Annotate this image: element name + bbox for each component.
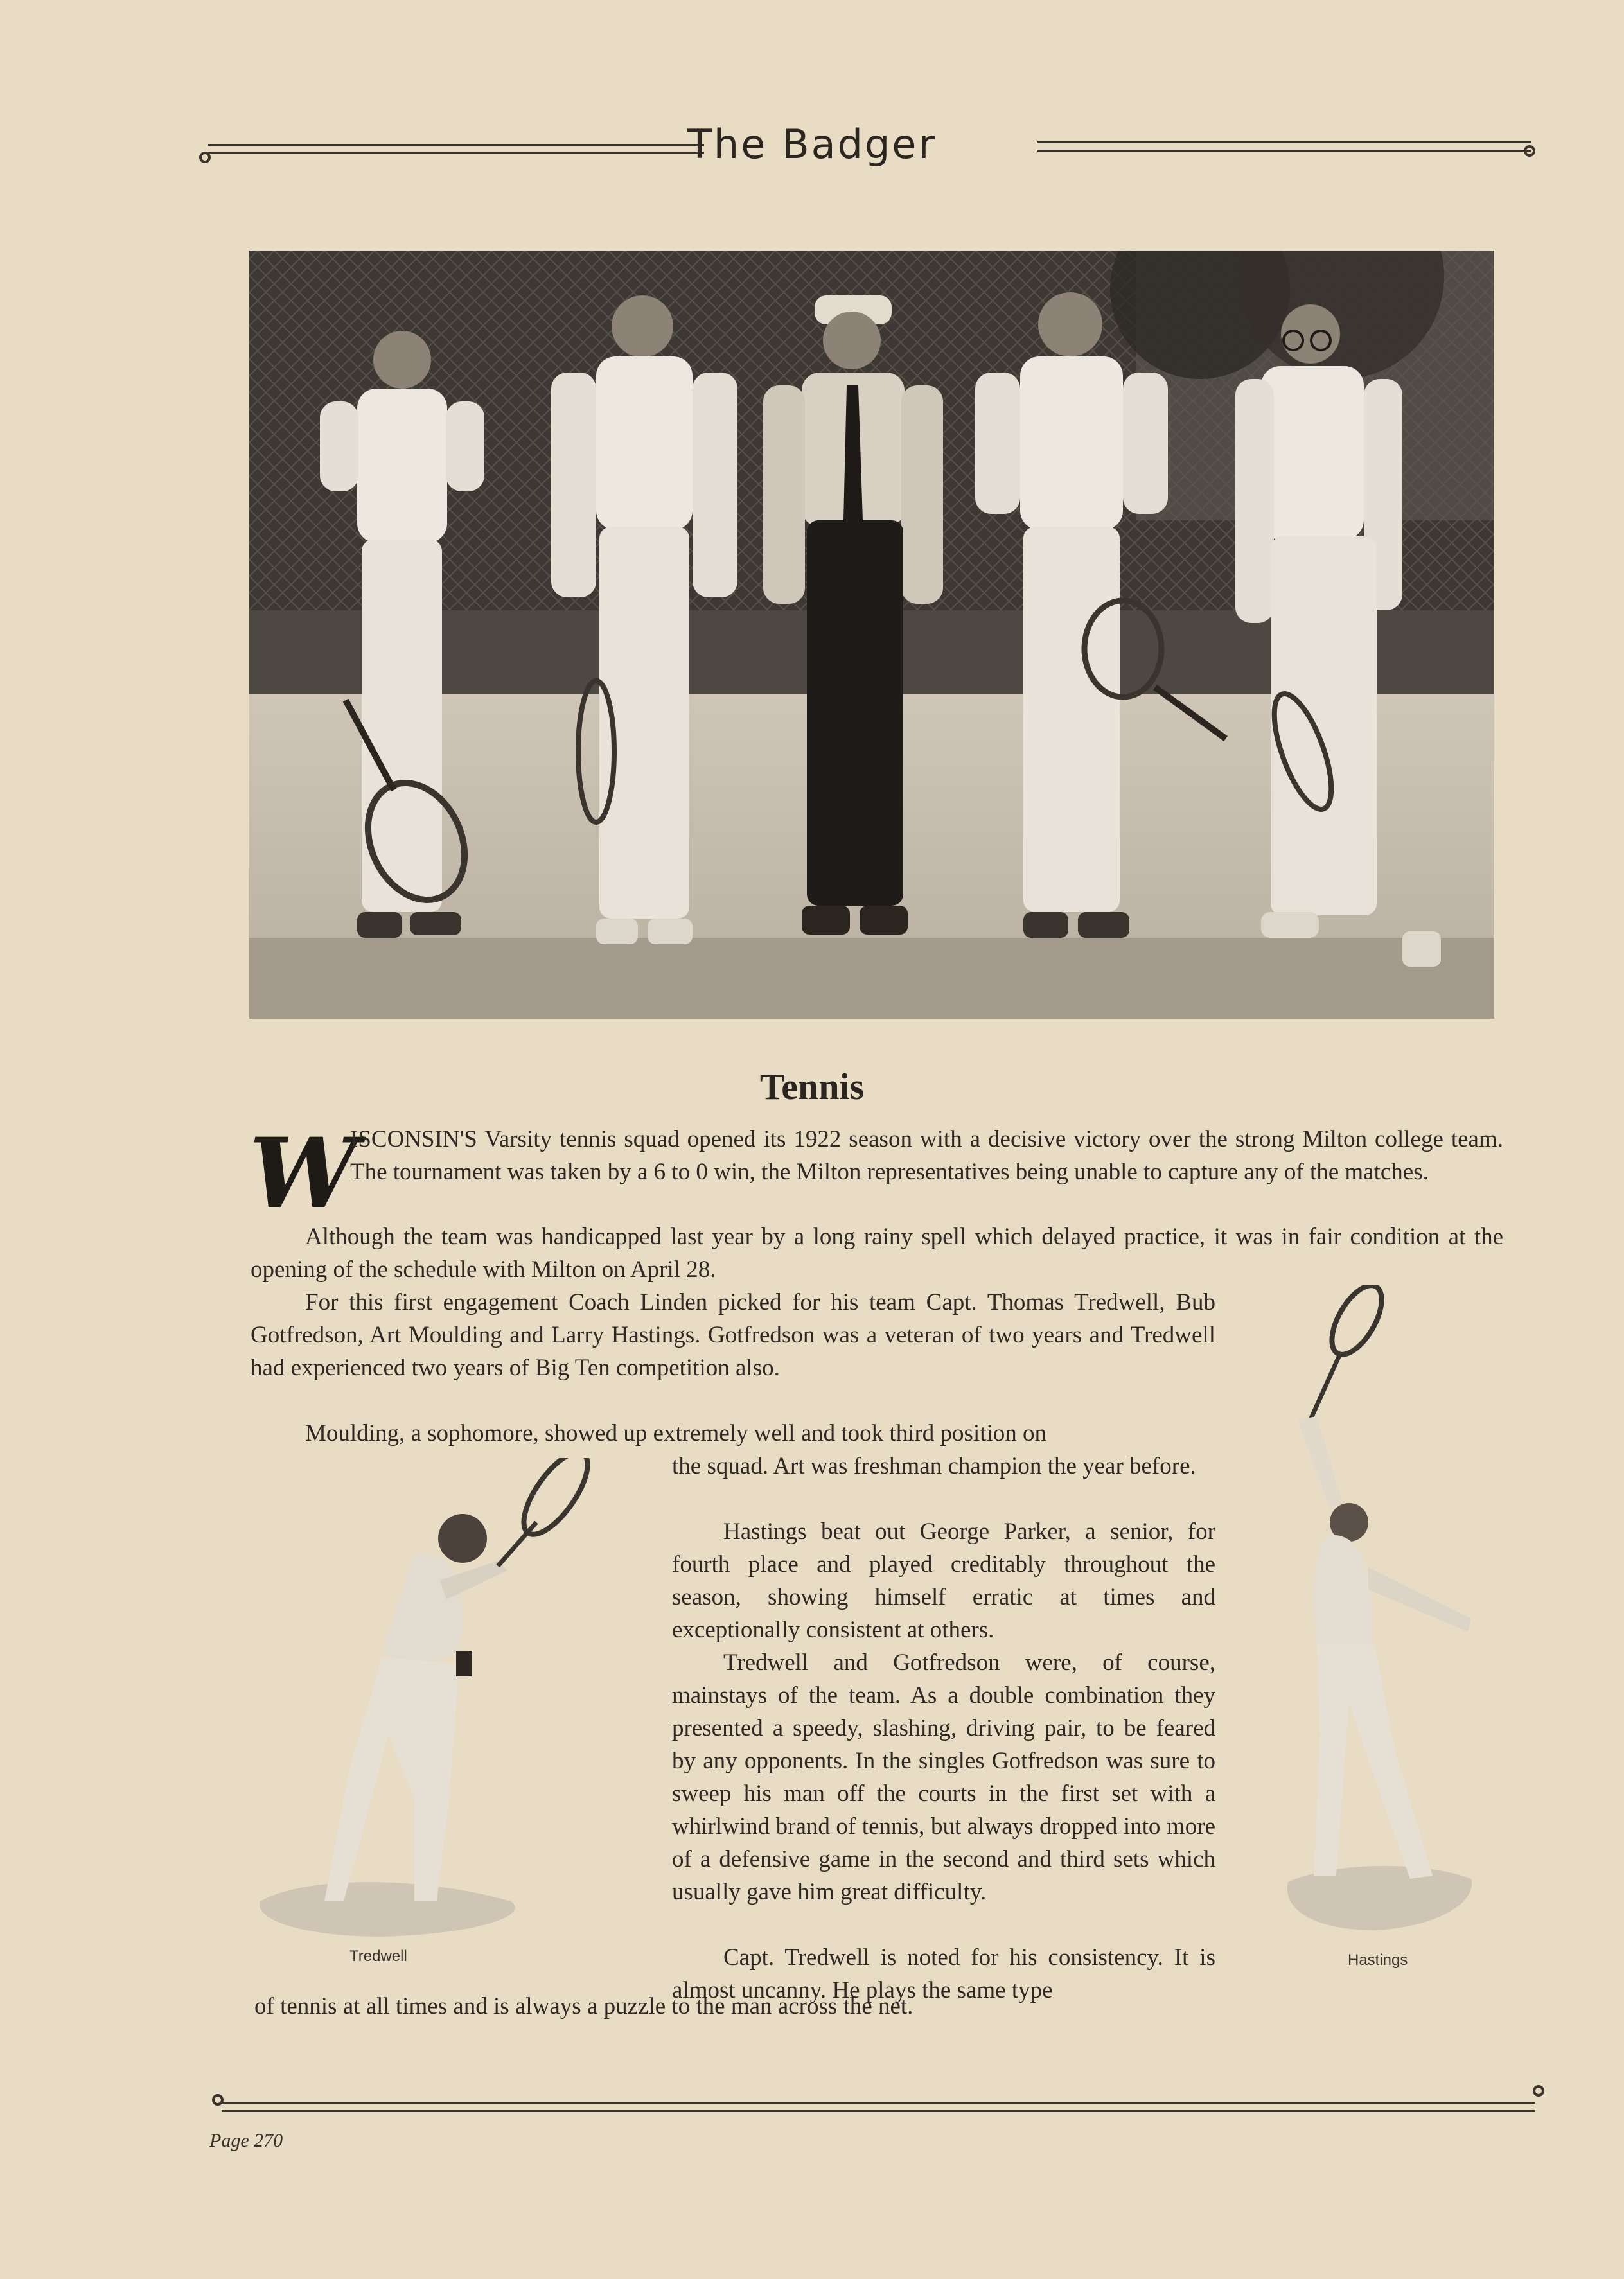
- page-number: Page 270: [209, 2130, 283, 2151]
- section-title: Tennis: [759, 1066, 865, 1107]
- hastings-photo: [1278, 1285, 1510, 1940]
- paragraph-4-line: Moulding, a sophomore, showed up extremely well and took third position on: [305, 1420, 1047, 1447]
- caption-hastings: Hastings: [1348, 1951, 1408, 1969]
- paragraph-6: Tredwell and Gotfredson were, of course, mainstays of the team. As a double combination they presented a speedy, slashing, driving pair, to be feared by any opponents. In the singles Gotfredson was sure to sweep his man off the courts in the first set with a whirlwind brand of tennis, but always dropped into more of a defensive game in the second and third sets which usually gave him great difficulty.: [672, 1650, 1215, 1905]
- drop-cap: W: [249, 1117, 358, 1230]
- team-photo: [249, 251, 1494, 1019]
- tredwell-photo: [254, 1458, 601, 1946]
- running-header-title: The Badger: [687, 121, 937, 168]
- paragraph-1: ISCONSIN'S Varsity tennis squad opened its 1922 season with a decisive victory over the strong Milton college team. The tournament was taken by a 6 to 0 win, the Milton representatives being unable to capture any of the matches.: [350, 1126, 1503, 1185]
- paragraph-4-continued: the squad. Art was freshman champion the year before.: [672, 1453, 1196, 1479]
- paragraph-5: Hastings beat out George Parker, a senior, for fourth place and played creditably throughout the season, showing himself erratic at times and exceptionally consistent at others.: [672, 1518, 1215, 1643]
- paragraph-7-final-line: of tennis at all times and is always a puzzle to the man across the net.: [254, 1993, 914, 2019]
- paragraph-3: For this first engagement Coach Linden picked for his team Capt. Thomas Tredwell, Bub Gotfredson, Art Moulding and Larry Hastings. Gotfredson was a veteran of two years and Tredwell had experienced two years of Big Ten competition also.: [251, 1289, 1215, 1381]
- paragraph-2: Although the team was handicapped last year by a long rainy spell which delayed practice, it was in fair condition at the opening of the schedule with Milton on April 28.: [251, 1224, 1503, 1283]
- caption-tredwell: Tredwell: [349, 1948, 407, 1965]
- paragraph-7: Capt. Tredwell is noted for his consistency. It is almost uncanny. He plays the same type: [672, 1944, 1215, 2003]
